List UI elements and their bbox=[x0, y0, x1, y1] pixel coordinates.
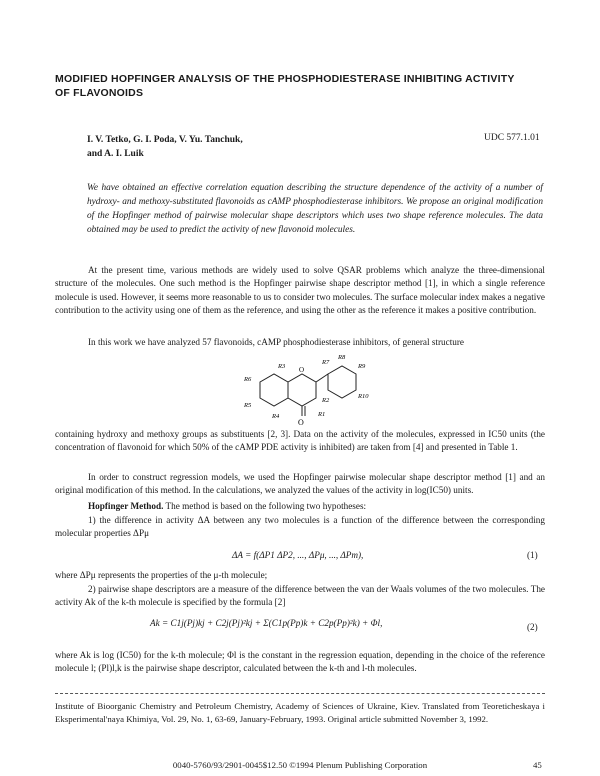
equation-1-number: (1) bbox=[527, 550, 538, 560]
authors-line-1: I. V. Tetko, G. I. Poda, V. Yu. Tanchuk, bbox=[87, 135, 243, 145]
ring-a bbox=[260, 374, 288, 406]
paragraph-data-source: containing hydroxy and methoxy groups as substituents [2, 3]. Data on the activity of the molecules, expressed in IC50 units (the concentration of flavonoid for which 50% of the cAMP PDE activity is inhibited) are taken from [4] and presented in Table 1. bbox=[55, 429, 545, 453]
author-list bbox=[87, 133, 243, 161]
substituent-label: R10 bbox=[358, 393, 369, 400]
paragraph-where-2: where Ak is log (IC50) for the k-th molecule; Φl is the constant in the regression equation, depending in the choice of the reference molecule l; (Pl)l,k is the pairwise shape descriptor, calculated between the k-th and l-th molecules. bbox=[55, 650, 545, 674]
equation-1: ΔA = f(ΔP1 ΔP2, ..., ΔPμ, ..., ΔPm), bbox=[232, 550, 364, 560]
substituent-label: R3 bbox=[278, 363, 286, 370]
substituent-label: R2 bbox=[322, 397, 330, 404]
footnote: Institute of Bioorganic Chemistry and Petroleum Chemistry, Academy of Sciences of Ukraine, Kiev. Translated from Teoreticheskaya i Eksperimental'naya Khimiya, Vol. 29, No. 1, 63-69, January-February, 1993. Original article submitted November 3, 1992. bbox=[55, 701, 545, 724]
substituent-label: R5 bbox=[244, 402, 252, 409]
paragraph-where-1: where ΔPμ represents the properties of the μ-th molecule; bbox=[55, 570, 268, 580]
authors-line-2: and A. I. Luik bbox=[87, 149, 144, 159]
substituent-label: R9 bbox=[358, 363, 366, 370]
ring-oxygen: O bbox=[299, 366, 305, 374]
ring-b bbox=[328, 366, 356, 398]
ring-c bbox=[288, 374, 316, 406]
abstract: We have obtained an effective correlation equation describing the structure dependence of the activity of a number of hydroxy- and methoxy-substituted flavonoids as cAMP phosphodiesterase inhibitors. We propose an original modification of the Hopfinger method of pairwise molecular shape descriptors which uses two shape reference molecules. The data obtained may be used to predict the activity of new flavonoid molecules. bbox=[87, 183, 543, 235]
carbonyl-oxygen: O bbox=[298, 418, 304, 427]
paragraph-structure-intro: In this work we have analyzed 57 flavonoids, cAMP phosphodiesterase inhibitors, of general structure bbox=[88, 337, 464, 347]
substituent-label: R6 bbox=[244, 376, 252, 383]
footnote-rule bbox=[55, 693, 545, 694]
hopfinger-intro-text: The method is based on the following two hypotheses: bbox=[165, 501, 367, 511]
substituent-label: R7 bbox=[322, 359, 330, 366]
substituent-label: R8 bbox=[338, 354, 346, 361]
flavonoid-structure-diagram bbox=[230, 352, 370, 434]
paragraph-regression: In order to construct regression models, we used the Hopfinger pairwise molecular shape descriptor method [1] and an original modification of this method. In the calculations, we analyzed the values of the activity in log(IC50) units. bbox=[55, 472, 545, 496]
udc-code: UDC 577.1.01 bbox=[484, 133, 540, 143]
paragraph-hypothesis-1: 1) the difference in activity ΔA between any two molecules is a function of the difference between the corresponding molecular properties ΔPμ bbox=[55, 515, 545, 539]
equation-2-number: (2) bbox=[527, 622, 538, 632]
equation-2: Ak = C1j(Pj)kj + C2j(Pj)²kj + Σ(C1p(Pp)k + C2p(Pp)²k) + Φl, bbox=[150, 618, 383, 628]
substituent-label: R1 bbox=[318, 411, 326, 418]
copyright-line: 0040-5760/93/2901-0045$12.50 ©1994 Plenum Publishing Corporation bbox=[172, 760, 428, 770]
section-heading-hopfinger: Hopfinger Method. bbox=[88, 501, 164, 511]
paper-title: MODIFIED HOPFINGER ANALYSIS OF THE PHOSPHODIESTERASE INHIBITING ACTIVITY OF FLAVONOIDS bbox=[55, 73, 515, 99]
substituent-label: R4 bbox=[272, 413, 280, 420]
page-number: 45 bbox=[533, 760, 542, 770]
paragraph-intro: At the present time, various methods are widely used to solve QSAR problems which analyze the three-dimensional structure of the molecules. One such method is the Hopfinger pairwise shape descriptor method [1], in which a single reference molecule is used. However, it seems more reasonable to us to consider two molecules. The surface molecular index makes a negative contribution to the activity using one of them as the reference, and using the other as the reference it makes a positive contribution. bbox=[55, 265, 545, 316]
paragraph-hopfinger bbox=[55, 500, 545, 513]
paragraph-hypothesis-2: 2) pairwise shape descriptors are a measure of the difference between the van der Waals volumes of the two molecules. The activity Ak of the k-th molecule is specified by the formula [2] bbox=[55, 584, 545, 608]
